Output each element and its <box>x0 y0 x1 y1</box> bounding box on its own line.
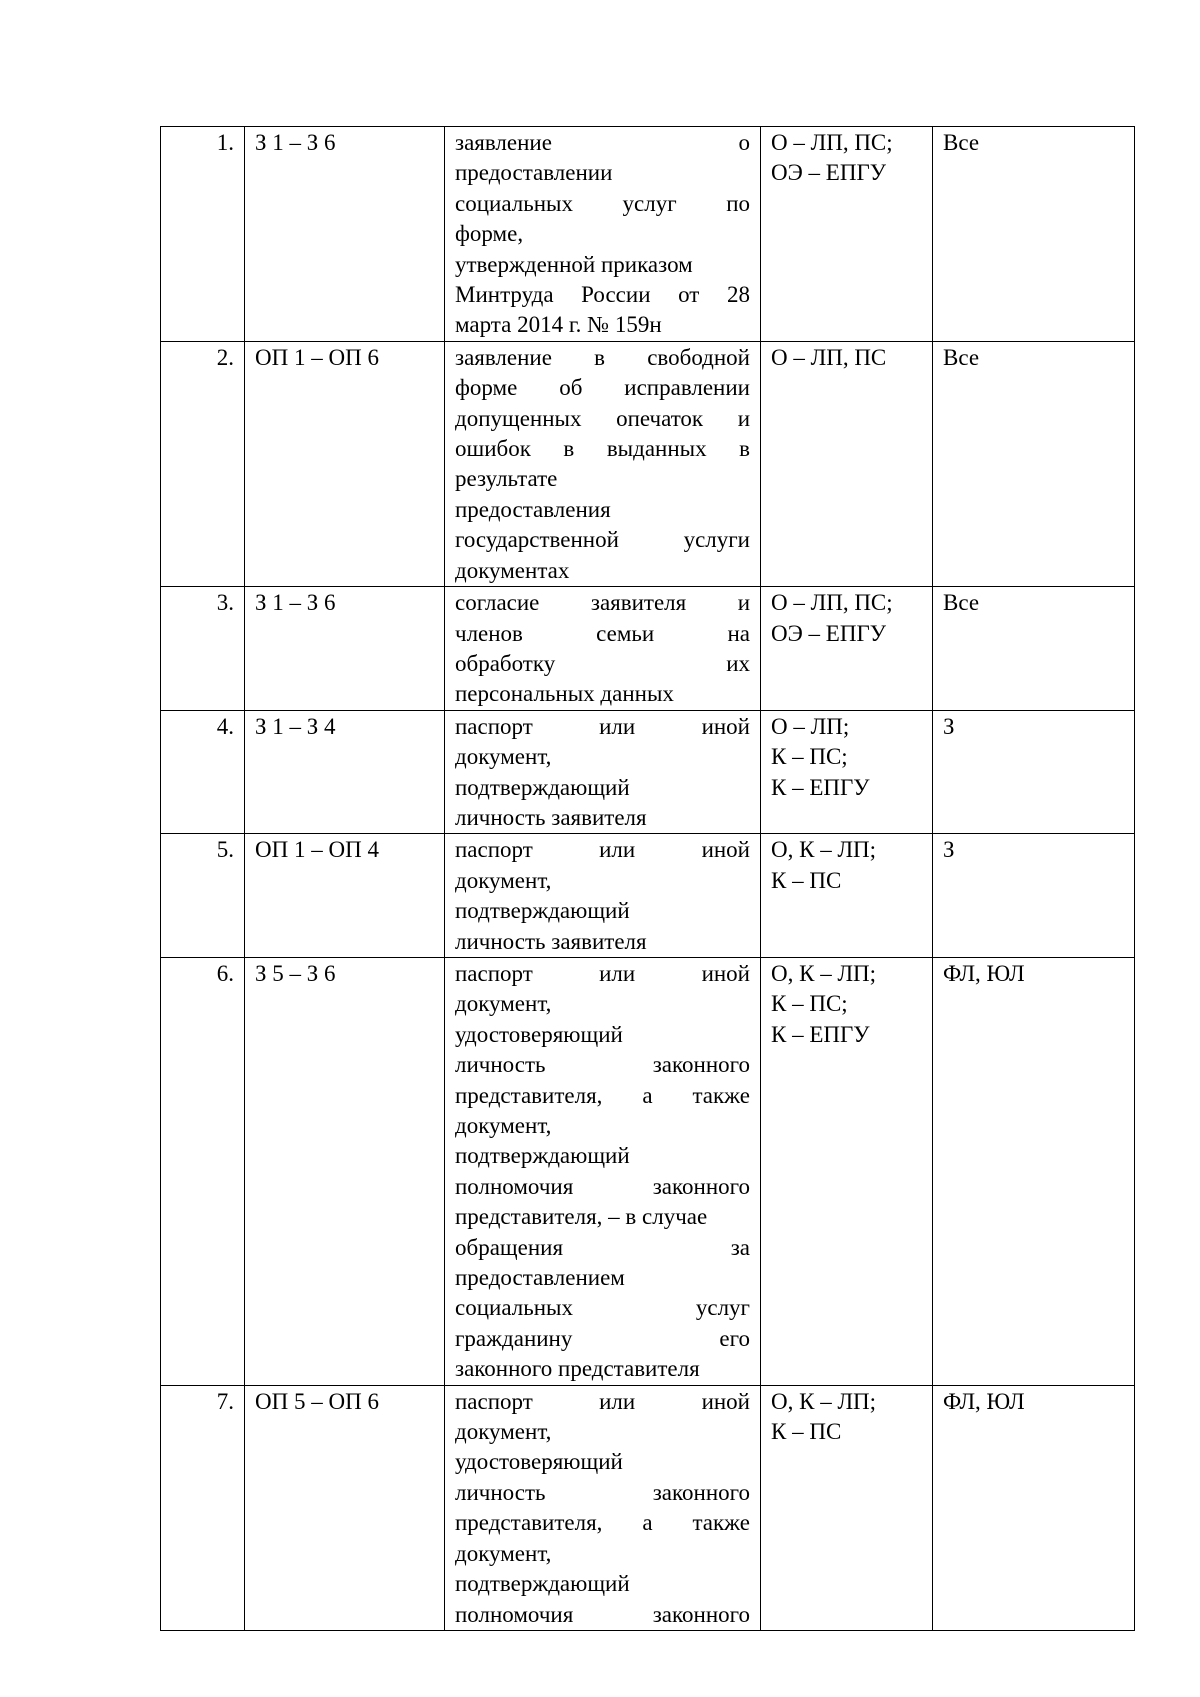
applicant-category: З <box>933 834 1135 958</box>
applicant-category: ФЛ, ЮЛ <box>933 957 1135 1385</box>
description-line <box>455 588 750 618</box>
row-number: 4. <box>161 710 245 834</box>
table-row <box>161 127 1135 342</box>
description-word: иной <box>701 837 750 863</box>
description-line <box>455 927 750 957</box>
description-line <box>455 250 750 280</box>
submission-method <box>761 587 933 711</box>
description-word: иной <box>701 1388 750 1414</box>
description-word: иной <box>701 960 750 986</box>
description-word: документ, <box>455 744 552 770</box>
description-line <box>455 679 750 709</box>
description-word: а <box>642 1510 653 1536</box>
document-description <box>445 834 761 958</box>
description-word: или <box>599 713 636 739</box>
description-line <box>455 1354 750 1384</box>
description-word: законного <box>652 1052 750 1078</box>
description-line <box>455 1387 750 1417</box>
applicant-category: З <box>933 710 1135 834</box>
row-number: 3. <box>161 587 245 711</box>
description-line <box>455 280 750 310</box>
description-word: утвержденной приказом <box>455 251 693 277</box>
description-line <box>455 1020 750 1050</box>
description-line <box>455 1263 750 1293</box>
description-word: Минтруда <box>455 282 554 308</box>
document-description <box>445 957 761 1385</box>
description-word: полномочия <box>455 1601 574 1627</box>
description-line <box>455 619 750 649</box>
documents-table-body <box>161 127 1135 1631</box>
description-line <box>455 1417 750 1447</box>
description-word: предоставлении <box>455 160 613 186</box>
description-word: паспорт <box>455 713 533 739</box>
description-word: услуг <box>622 190 677 216</box>
description-line <box>455 742 750 772</box>
description-word: представителя, – в случае <box>455 1204 708 1230</box>
description-word: ошибок <box>455 436 531 462</box>
applicant-category: ФЛ, ЮЛ <box>933 1385 1135 1630</box>
description-line <box>455 404 750 434</box>
applicant-category: Все <box>933 341 1135 586</box>
description-word: подтверждающий <box>455 1143 630 1169</box>
description-word: в <box>594 344 606 370</box>
description-word: подтверждающий <box>455 898 630 924</box>
description-line <box>455 959 750 989</box>
description-word: их <box>726 650 750 676</box>
description-word: документ, <box>455 1419 552 1445</box>
category-code: ОП 1 – ОП 4 <box>245 834 445 958</box>
description-line <box>455 803 750 833</box>
description-word: в <box>563 436 575 462</box>
category-code: З 1 – З 6 <box>245 127 445 342</box>
description-line <box>455 1539 750 1569</box>
description-word: от <box>678 282 700 308</box>
description-word: а <box>642 1082 653 1108</box>
description-word: подтверждающий <box>455 1571 630 1597</box>
description-word: предоставления <box>455 496 611 522</box>
description-word: на <box>727 620 750 646</box>
description-word: полномочия <box>455 1173 574 1199</box>
description-word: согласие <box>455 590 540 616</box>
description-line <box>455 343 750 373</box>
description-line <box>455 464 750 494</box>
description-word: представителя, <box>455 1082 603 1108</box>
description-line <box>455 158 750 188</box>
submission-method-line: ОЭ – ЕПГУ <box>771 160 887 186</box>
submission-method <box>761 834 933 958</box>
description-line <box>455 1600 750 1630</box>
description-word: по <box>726 190 750 216</box>
submission-method <box>761 127 933 342</box>
description-word: об <box>559 375 583 401</box>
description-word: социальных <box>455 1295 573 1321</box>
applicant-category: Все <box>933 127 1135 342</box>
table-row <box>161 341 1135 586</box>
submission-method-line: К – ПС; <box>771 744 848 770</box>
description-word: заявление <box>455 344 552 370</box>
submission-method <box>761 957 933 1385</box>
submission-method <box>761 1385 933 1630</box>
description-word: паспорт <box>455 837 533 863</box>
description-line <box>455 1293 750 1323</box>
description-word: исправлении <box>624 375 750 401</box>
description-word: паспорт <box>455 960 533 986</box>
description-word: иной <box>701 713 750 739</box>
category-code: ОП 5 – ОП 6 <box>245 1385 445 1630</box>
submission-method-line: О, К – ЛП; <box>771 1388 877 1414</box>
document-description <box>445 127 761 342</box>
row-number: 1. <box>161 127 245 342</box>
description-word: услуги <box>683 527 750 553</box>
submission-method <box>761 710 933 834</box>
description-word: государственной <box>455 527 619 553</box>
description-word: социальных <box>455 190 573 216</box>
description-line <box>455 1050 750 1080</box>
description-line <box>455 835 750 865</box>
submission-method-line: О – ЛП, ПС; <box>771 130 893 155</box>
applicant-category: Все <box>933 587 1135 711</box>
description-line <box>455 1447 750 1477</box>
description-word: законного <box>652 1173 750 1199</box>
description-word: и <box>737 590 750 616</box>
row-number: 2. <box>161 341 245 586</box>
category-code: З 1 – З 6 <box>245 587 445 711</box>
description-line <box>455 649 750 679</box>
description-word: и <box>737 405 750 431</box>
description-word: форме, <box>455 221 524 247</box>
description-line <box>455 1569 750 1599</box>
category-code: ОП 1 – ОП 6 <box>245 341 445 586</box>
description-word: результате <box>455 466 558 492</box>
description-line <box>455 896 750 926</box>
description-word: также <box>692 1082 750 1108</box>
description-line <box>455 556 750 586</box>
description-word: семьи <box>596 620 655 646</box>
description-word: персональных данных <box>455 681 674 707</box>
submission-method <box>761 341 933 586</box>
description-word: выданных <box>606 436 707 462</box>
description-line <box>455 773 750 803</box>
submission-method-line: К – ПС <box>771 867 842 893</box>
submission-method-line: О – ЛП, ПС <box>771 344 887 370</box>
description-word: удостоверяющий <box>455 1449 623 1475</box>
description-word: о <box>738 130 750 155</box>
submission-method-line: К – ПС; <box>771 991 848 1017</box>
description-word: марта 2014 г. № 159н <box>455 312 662 338</box>
submission-method-line: О – ЛП, ПС; <box>771 590 893 616</box>
row-number: 5. <box>161 834 245 958</box>
description-line <box>455 866 750 896</box>
table-row <box>161 957 1135 1385</box>
table-row <box>161 710 1135 834</box>
submission-method-line: К – ПС <box>771 1419 842 1445</box>
description-line <box>455 434 750 464</box>
submission-method-line: К – ЕПГУ <box>771 1021 870 1047</box>
row-number: 6. <box>161 957 245 1385</box>
document-description <box>445 341 761 586</box>
description-line <box>455 1111 750 1141</box>
description-line <box>455 310 750 340</box>
description-word: личность заявителя <box>455 928 647 954</box>
description-word: форме <box>455 375 518 401</box>
description-word: подтверждающий <box>455 774 630 800</box>
description-line <box>455 189 750 219</box>
table-row <box>161 834 1135 958</box>
description-line <box>455 373 750 403</box>
description-word: или <box>599 837 636 863</box>
description-word: за <box>730 1234 750 1260</box>
document-description <box>445 1385 761 1630</box>
table-row <box>161 587 1135 711</box>
description-line <box>455 1202 750 1232</box>
description-line <box>455 1081 750 1111</box>
submission-method-line: О, К – ЛП; <box>771 960 877 986</box>
description-word: документ, <box>455 1540 552 1566</box>
description-word: или <box>599 1388 636 1414</box>
submission-method-line: О – ЛП; <box>771 713 850 739</box>
description-line <box>455 128 750 158</box>
description-line <box>455 1233 750 1263</box>
description-word: законного <box>652 1479 750 1505</box>
description-word: представителя, <box>455 1510 603 1536</box>
description-word: документ, <box>455 867 552 893</box>
description-line <box>455 1478 750 1508</box>
description-word: личность <box>455 1052 546 1078</box>
description-word: личность <box>455 1479 546 1505</box>
description-word: России <box>581 282 651 308</box>
description-word: заявителя <box>590 590 687 616</box>
description-word: обработку <box>455 650 556 676</box>
description-line <box>455 525 750 555</box>
category-code: З 1 – З 4 <box>245 710 445 834</box>
description-line <box>455 495 750 525</box>
document-description <box>445 710 761 834</box>
description-word: заявление <box>455 130 552 155</box>
description-line <box>455 989 750 1019</box>
description-word: также <box>692 1510 750 1536</box>
description-word: 28 <box>726 282 750 308</box>
description-line <box>455 1141 750 1171</box>
description-word: личность заявителя <box>455 804 647 830</box>
description-word: паспорт <box>455 1388 533 1414</box>
description-word: его <box>719 1325 750 1351</box>
description-word: допущенных <box>455 405 582 431</box>
description-word: членов <box>455 620 523 646</box>
description-word: услуг <box>695 1295 750 1321</box>
description-word: документ, <box>455 1113 552 1138</box>
table-row <box>161 1385 1135 1630</box>
description-line <box>455 712 750 742</box>
description-line <box>455 1172 750 1202</box>
description-line <box>455 1508 750 1538</box>
description-word: документ, <box>455 991 552 1017</box>
description-word: предоставлением <box>455 1265 625 1291</box>
description-word: удостоверяющий <box>455 1021 623 1047</box>
description-word: законного представителя <box>455 1356 700 1382</box>
description-word: обращения <box>455 1234 564 1260</box>
submission-method-line: О, К – ЛП; <box>771 837 877 863</box>
description-word: или <box>599 960 636 986</box>
category-code: З 5 – З 6 <box>245 957 445 1385</box>
description-word: гражданину <box>455 1325 573 1351</box>
documents-table <box>160 126 1135 1631</box>
description-line <box>455 1324 750 1354</box>
row-number: 7. <box>161 1385 245 1630</box>
document-description <box>445 587 761 711</box>
description-word: законного <box>652 1601 750 1627</box>
description-word: опечаток <box>616 405 704 431</box>
submission-method-line: ОЭ – ЕПГУ <box>771 620 887 646</box>
description-word: в <box>739 436 750 462</box>
description-line <box>455 219 750 249</box>
description-word: документах <box>455 557 570 583</box>
submission-method-line: К – ЕПГУ <box>771 774 870 800</box>
description-word: свободной <box>647 344 750 370</box>
